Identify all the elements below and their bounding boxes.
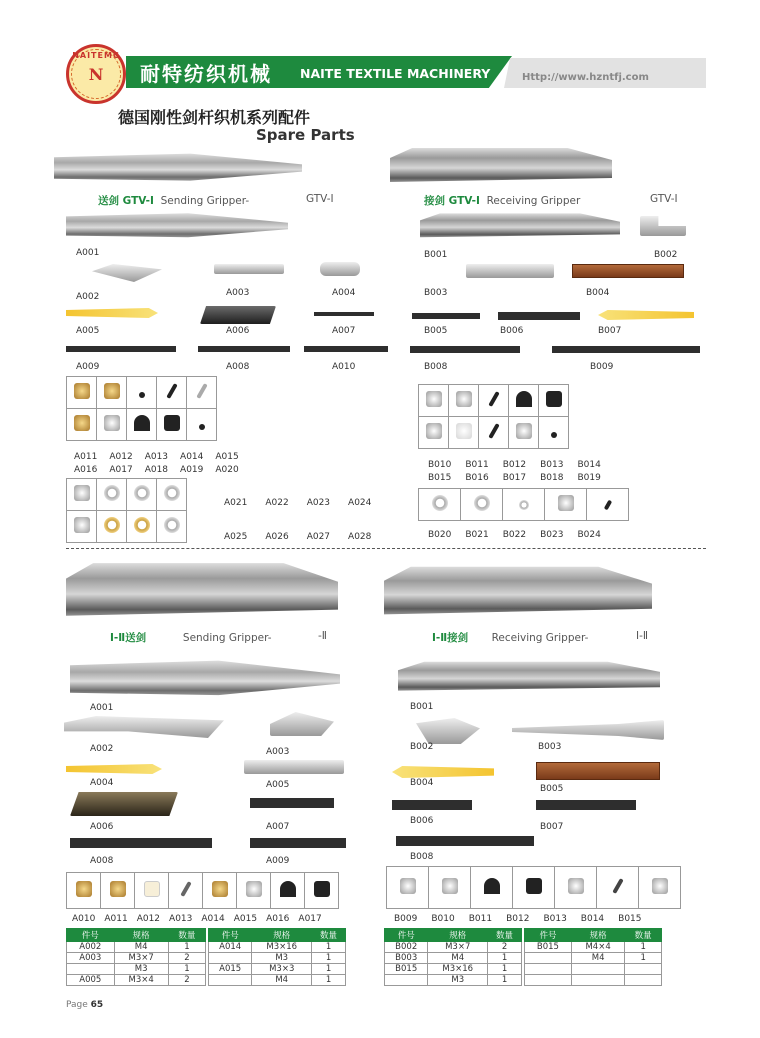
rod-icon (612, 878, 623, 894)
part-a003-image (214, 264, 284, 274)
washer-icon (104, 485, 120, 501)
parts-grid-a021 (66, 478, 187, 543)
website-url[interactable]: Http://www.hzntfj.com (522, 72, 649, 83)
part-label: B001 (424, 250, 448, 260)
receiving-gripper-ii-label: Ⅰ-Ⅱ接剑 Receiving Gripper- (432, 632, 589, 644)
part-label: B004 (410, 778, 434, 788)
screw-icon (603, 500, 611, 511)
pin-icon (139, 392, 145, 398)
screw-icon (74, 517, 90, 533)
washer-icon (432, 495, 448, 511)
grid-labels-row: A025 A026 A027 A028 (224, 532, 372, 542)
logo-mark-icon: N (88, 64, 104, 84)
nut-icon (164, 517, 180, 533)
part-label: A003 (226, 288, 250, 298)
part-label: B004 (586, 288, 610, 298)
rod-icon (166, 383, 177, 399)
bushing-icon (104, 383, 120, 399)
part-label: A003 (266, 747, 290, 757)
strip-labels-row: A010 A011 A012 A013 A014 A015 A016 A017 (72, 914, 322, 924)
part-label: B008 (410, 852, 434, 862)
screw-icon (558, 495, 574, 511)
rod-icon (488, 391, 499, 407)
rod-icon (196, 383, 207, 399)
sending-gripper-label: 送剑 GTV-Ⅰ Sending Gripper- (98, 195, 250, 207)
grid-labels-row: A021 A022 A023 A024 (224, 498, 372, 508)
part-b002-ii-image (416, 718, 480, 744)
sending-gripper-model: GTV-Ⅰ (306, 193, 334, 205)
parts-grid-b020 (418, 488, 629, 521)
part-b005-ii-image (536, 762, 660, 780)
part-a009-image (66, 346, 176, 352)
part-b004-image (572, 264, 684, 278)
receiving-gripper-model: GTV-Ⅰ (650, 193, 678, 205)
part-label: A001 (90, 703, 114, 713)
part-a002-image (92, 264, 162, 282)
washer-icon (474, 495, 490, 511)
grid-labels-row: B015 B016 B017 B018 B019 (428, 473, 601, 483)
part-b008-image (410, 346, 520, 353)
bushing-icon (76, 881, 92, 897)
part-label: A002 (90, 744, 114, 754)
part-label: A008 (90, 856, 114, 866)
part-label: A007 (332, 326, 356, 336)
part-label: A002 (76, 292, 100, 302)
clamp-icon (104, 415, 120, 431)
catalog-title-en: Spare Parts (256, 126, 355, 144)
part-label: B005 (540, 784, 564, 794)
rod-icon (488, 423, 499, 439)
clamp-icon (212, 881, 228, 897)
nut-icon (164, 485, 180, 501)
company-name-cn: 耐特纺织机械 (140, 62, 272, 86)
part-a008-ii-image (70, 838, 212, 848)
part-label: B001 (410, 702, 434, 712)
part-label: A006 (226, 326, 250, 336)
part-b006-image (498, 312, 580, 320)
sending-gripper-ii-model: -Ⅱ (318, 630, 327, 642)
part-label: B002 (410, 742, 434, 752)
part-b003-ii-image (512, 720, 664, 740)
part-label: B005 (424, 326, 448, 336)
part-a007-image (314, 312, 374, 316)
logo-text: NAITEMC (72, 51, 120, 60)
part-a001-ii-image (70, 656, 340, 702)
part-a005-image (66, 308, 158, 318)
catalog-title-cn: 德国刚性剑杆织机系列配件 (118, 108, 311, 127)
grid-labels-row: B010 B011 B012 B013 B014 (428, 460, 601, 470)
part-label: B006 (410, 816, 434, 826)
part-b003-image (466, 264, 554, 278)
page-number: Page 65 (66, 1000, 104, 1010)
part-label: B003 (424, 288, 448, 298)
washer-icon (134, 485, 150, 501)
spec-table-1: 件号 规格 数量 A002 M4 1 A003 M3×7 2 M3 1 A005 M3×4 2 (66, 928, 206, 986)
grid-labels-row: B020 B021 B022 B023 B024 (428, 530, 601, 540)
rod-icon (180, 881, 191, 897)
company-name-en: NAITE TEXTILE MACHINERY (300, 66, 491, 81)
receiving-gripper-image (390, 146, 612, 186)
pad-icon (144, 881, 160, 897)
part-label: A010 (332, 362, 356, 372)
spec-table-3: 件号 规格 数量 B002 M3×7 2 B003 M4 1 B015 M3×16 1 M3 1 (384, 928, 522, 986)
part-label: A005 (266, 780, 290, 790)
part-b007-ii-image (536, 800, 636, 810)
part-a009-ii-image (250, 838, 346, 848)
part-a008-image (198, 346, 290, 352)
part-a002-ii-image (64, 716, 224, 738)
block-icon (164, 415, 180, 431)
part-b009-image (552, 346, 700, 353)
company-logo (66, 44, 126, 104)
part-label: B007 (598, 326, 622, 336)
part-label: B007 (540, 822, 564, 832)
part-b001-ii-image (398, 660, 660, 694)
part-b008-ii-image (396, 836, 534, 846)
spec-table-4: 件号 规格 数量 B015 M4×4 1 M4 1 (524, 928, 662, 986)
section-divider (66, 548, 706, 549)
part-label: A007 (266, 822, 290, 832)
parts-grid-b010 (418, 384, 569, 449)
spring-icon (426, 423, 442, 439)
sending-gripper-ii-label: Ⅰ-Ⅱ送剑 Sending Gripper- (110, 632, 272, 644)
part-b002-image (640, 216, 686, 236)
part-a005-ii-image (244, 760, 344, 774)
receiving-gripper-label: 接剑 GTV-Ⅰ Receiving Gripper (424, 195, 581, 207)
clamp-icon (652, 878, 668, 894)
part-label: A006 (90, 822, 114, 832)
block-icon (526, 878, 542, 894)
bolt-icon (134, 415, 150, 431)
sending-gripper-ii-image (66, 560, 338, 622)
washer-icon (134, 517, 150, 533)
clip-icon (442, 878, 458, 894)
washer-icon (104, 517, 120, 533)
strip-labels-row: B009 B010 B011 B012 B013 B014 B015 (394, 914, 642, 924)
clip-icon (456, 391, 472, 407)
pad-icon (456, 423, 472, 439)
part-label: A001 (76, 248, 100, 258)
clip-icon (400, 878, 416, 894)
parts-grid-a011 (66, 376, 217, 441)
part-a001-image (66, 210, 288, 242)
bolt-icon (280, 881, 296, 897)
part-label: A009 (266, 856, 290, 866)
clamp-icon (74, 415, 90, 431)
block-icon (546, 391, 562, 407)
part-label: A005 (76, 326, 100, 336)
receiving-gripper-ii-model: Ⅰ-Ⅱ (636, 630, 649, 642)
part-a006-image (200, 306, 276, 324)
spec-table-2: 件号 规格 数量 A014 M3×16 1 M3 1 A015 M3×3 1 M4 1 (208, 928, 346, 986)
sending-gripper-image (54, 150, 302, 186)
clip-icon (426, 391, 442, 407)
part-a007-ii-image (250, 798, 334, 808)
part-label: B002 (654, 250, 678, 260)
grid-labels-row: A011 A012 A013 A014 A015 (74, 452, 239, 462)
nut-icon (199, 424, 205, 430)
grid-labels-row: A016 A017 A018 A019 A020 (74, 465, 239, 475)
part-label: B006 (500, 326, 524, 336)
part-label: A009 (76, 362, 100, 372)
part-label: B008 (424, 362, 448, 372)
part-a003-ii-image (270, 712, 334, 736)
block-icon (314, 881, 330, 897)
part-b006-ii-image (392, 800, 472, 810)
clamp-icon (246, 881, 262, 897)
part-a006-ii-image (70, 792, 178, 816)
part-label: B003 (538, 742, 562, 752)
part-label: B009 (590, 362, 614, 372)
part-label: A008 (226, 362, 250, 372)
washer-icon (519, 500, 529, 510)
part-b005-image (412, 313, 480, 319)
part-b004-ii-image (392, 766, 494, 778)
bushing-icon (110, 881, 126, 897)
parts-strip-b009 (386, 866, 681, 909)
part-a004-ii-image (66, 764, 162, 774)
bolt-icon (484, 878, 500, 894)
parts-strip-a010 (66, 872, 339, 909)
screw-icon (74, 485, 90, 501)
receiving-gripper-ii-image (384, 564, 652, 620)
spring-icon (568, 878, 584, 894)
part-label: A004 (332, 288, 356, 298)
nut-icon (551, 432, 557, 438)
bushing-icon (74, 383, 90, 399)
part-b007-image (598, 310, 694, 320)
part-label: A004 (90, 778, 114, 788)
part-a010-image (304, 346, 388, 352)
part-b001-image (420, 212, 620, 240)
bolt-icon (516, 391, 532, 407)
screw-icon (516, 423, 532, 439)
part-a004-image (320, 262, 360, 276)
